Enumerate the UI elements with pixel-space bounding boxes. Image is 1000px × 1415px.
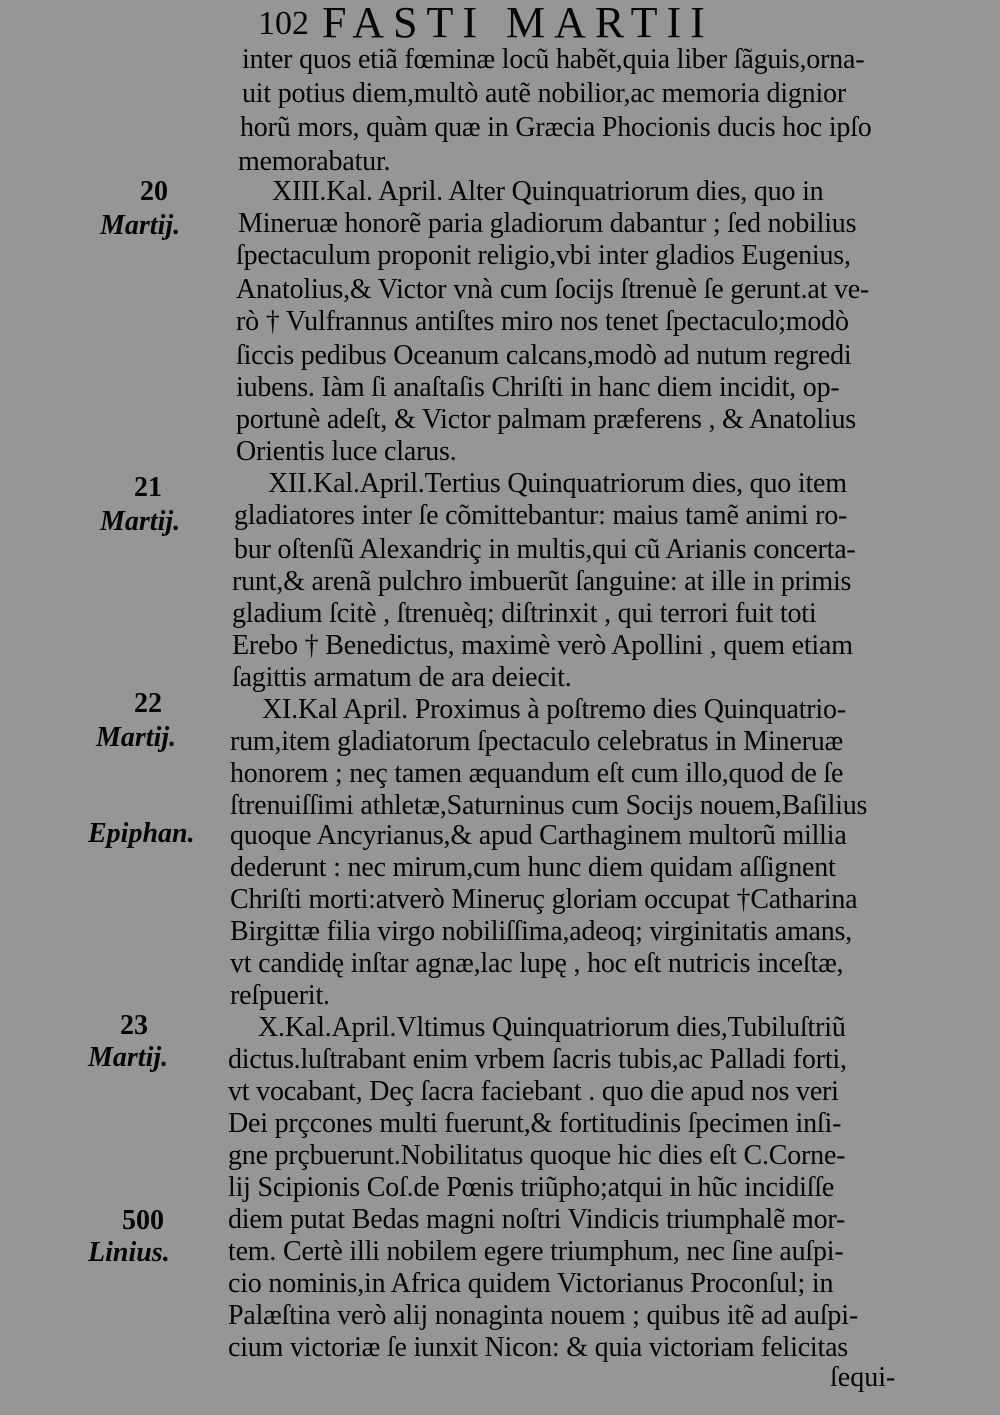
text-line: cio nominis,in Africa quidem Victorianus Proconſul; in xyxy=(228,1268,834,1299)
margin-date-number: 21 xyxy=(134,472,162,503)
text-line: honorem ; neç tamen æquandum eſt cum illo,quod de ſe xyxy=(230,758,844,789)
text-line: X.Kal.April.Vltimus Quinquatriorum dies,Tubiluſtriũ xyxy=(258,1012,846,1043)
margin-date-number: 22 xyxy=(134,688,162,719)
catchword: ſequi- xyxy=(830,1362,896,1393)
margin-note-epiphan: Epiphan. xyxy=(88,818,195,849)
margin-note-livius: Linius. xyxy=(88,1237,170,1268)
text-line: Erebo † Benedictus, maximè verò Apollini , quem etiam xyxy=(232,630,853,661)
text-line: Orientis luce clarus. xyxy=(236,436,457,467)
text-line: bur oſtenſũ Alexandriç in multis,qui cũ Arianis concerta- xyxy=(234,534,856,565)
text-line: vt vocabant, Deç ſacra faciebant . quo die apud nos veri xyxy=(228,1076,839,1107)
text-line: uit potius diem,multò autẽ nobilior,ac memoria dignior xyxy=(242,78,846,109)
text-line: Anatolius,& Victor vnà cum ſocijs ſtrenuè ſe gerunt.at ve- xyxy=(236,274,870,305)
text-line: XIII.Kal. April. Alter Quinquatriorum dies, quo in xyxy=(272,176,824,207)
margin-month: Martij. xyxy=(88,1042,169,1073)
margin-date-number: 20 xyxy=(140,176,168,207)
text-line: gladium ſcitè , ſtrenuèq; diſtrinxit , qui terrori fuit toti xyxy=(232,598,817,629)
text-line: cium victoriæ ſe iunxit Nicon: & quia victoriam felicitas xyxy=(228,1332,849,1363)
text-line: ſpectaculum proponit religio,vbi inter gladios Eugenius, xyxy=(236,240,851,271)
margin-month: Martij. xyxy=(100,210,181,241)
text-line: vt candidę inſtar agnæ,lac lupę , hoc eſt nutricis inceſtæ, xyxy=(230,948,844,979)
page-header xyxy=(0,0,1000,48)
text-line: diem putat Bedas magni noſtri Vindicis triumphalẽ mor- xyxy=(228,1204,846,1235)
text-line: ſiccis pedibus Oceanum calcans,modò ad nutum regredi xyxy=(236,340,852,371)
text-line: runt,& arenã pulchro imbuerũt ſanguine: at ille in primis xyxy=(232,566,852,597)
text-line: dictus.luſtrabant enim vrbem ſacris tubis,ac Palladi forti, xyxy=(228,1044,847,1075)
text-line: Birgittæ filia virgo nobiliſſima,adeoq; virginitatis amans, xyxy=(230,916,853,947)
text-line: iubens. Iàm ſi anaſtaſis Chriſti in hanc diem incidit, op- xyxy=(236,372,840,403)
text-line: Dei prçcones multi fuerunt,& fortitudinis ſpecimen inſi- xyxy=(228,1108,842,1139)
text-line: gladiatores inter ſe cõmittebantur: maius tamẽ animi ro- xyxy=(234,500,848,531)
text-line: ſtrenuiſſimi athletæ,Saturninus cum Socijs nouem,Baſilius xyxy=(230,790,868,821)
text-line: reſpuerit. xyxy=(230,980,330,1011)
text-line: quoque Ancyrianus,& apud Carthaginem multorũ millia xyxy=(230,820,847,851)
text-line: XII.Kal.April.Tertius Quinquatriorum dies, quo item xyxy=(268,468,847,499)
text-line: portunè adeſt, & Victor palmam præferens , & Anatolius xyxy=(236,404,856,435)
text-line: Chriſti morti:atverò Mineruç gloriam occupat †Catharina xyxy=(230,884,858,915)
margin-date-number: 23 xyxy=(120,1010,148,1041)
margin-month: Martij. xyxy=(100,506,181,537)
text-line: XI.Kal April. Proximus à poſtremo dies Quinquatrio- xyxy=(262,694,846,725)
margin-year-number: 500 xyxy=(122,1205,164,1236)
text-line: inter quos etiã fœminæ locũ habẽt,quia liber ſãguis,orna- xyxy=(242,44,865,75)
text-line: ſagittis armatum de ara deiecit. xyxy=(232,662,572,693)
text-line: Mineruæ honorẽ paria gladiorum dabantur ; ſed nobilius xyxy=(238,208,857,239)
text-line: rum,item gladiatorum ſpectaculo celebratus in Mineruæ xyxy=(230,726,843,757)
text-line: rò † Vulfrannus antiſtes miro nos tenet ſpectaculo;modò xyxy=(236,306,849,337)
page-number: 102 xyxy=(258,5,309,42)
text-line: tem. Certè illi nobilem egere triumphum, nec ſine auſpi- xyxy=(228,1236,844,1267)
margin-month: Martij. xyxy=(96,722,177,753)
text-line: memorabatur. xyxy=(238,146,391,177)
text-line: gne prçbuerunt.Nobilitatus quoque hic dies eſt C.Corne- xyxy=(228,1140,846,1171)
text-line: dederunt : nec mirum,cum hunc diem quidam aſſignent xyxy=(230,852,836,883)
text-line: horũ mors, quàm quæ in Græcia Phocionis ducis hoc ipſo xyxy=(240,112,872,143)
text-line: Palæſtina verò alij nonaginta nouem ; quibus itẽ ad auſpi- xyxy=(228,1300,858,1331)
text-line: lij Scipionis Coſ.de Pœnis triũpho;atqui in hũc incidiſſe xyxy=(228,1172,835,1203)
running-head: FASTI MARTII xyxy=(322,0,714,47)
